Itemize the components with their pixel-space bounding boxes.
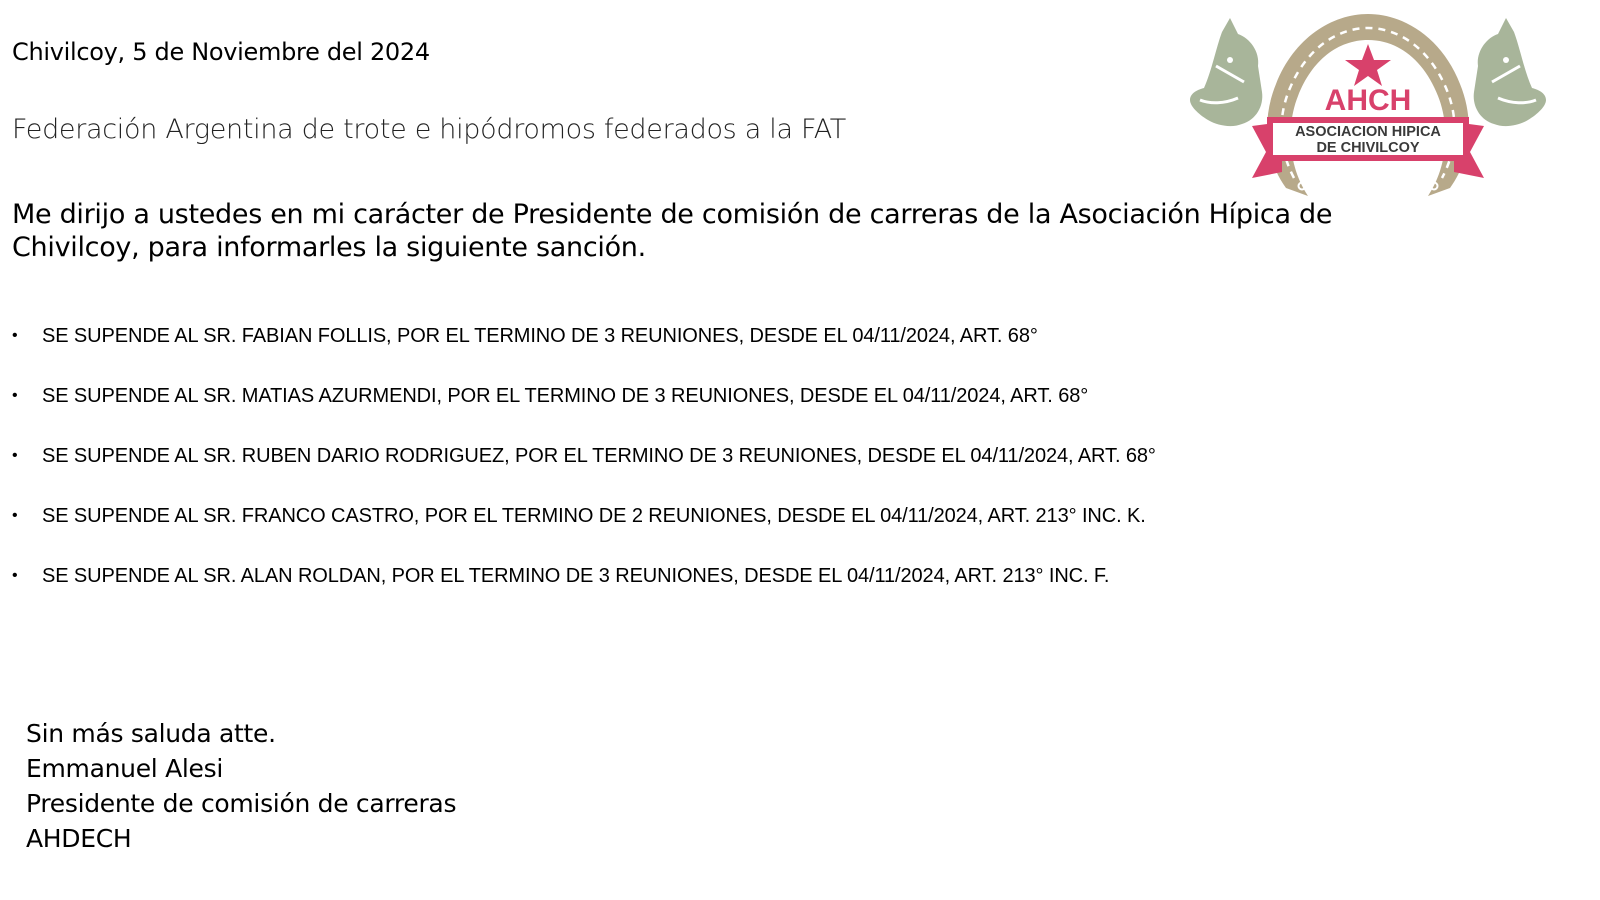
sanction-text: SE SUPENDE AL SR. RUBEN DARIO RODRIGUEZ, POR EL TERMINO DE 3 REUNIONES, DESDE EL 04/11/2024, ART. 68° xyxy=(42,445,1156,467)
sanction-text: SE SUPENDE AL SR. FRANCO CASTRO, POR EL TERMINO DE 2 REUNIONES, DESDE EL 04/11/2024, ART. 213° INC. K. xyxy=(42,505,1146,527)
signature-block xyxy=(26,716,456,856)
bullet-icon: • xyxy=(12,387,18,404)
left-horse-icon xyxy=(1190,18,1262,126)
ahch-logo xyxy=(1186,8,1550,214)
star-icon xyxy=(1345,44,1391,86)
signature-title: Presidente de comisión de carreras xyxy=(26,789,457,818)
right-horse-icon xyxy=(1474,18,1546,126)
sanction-text: SE SUPENDE AL SR. FABIAN FOLLIS, POR EL TERMINO DE 3 REUNIONES, DESDE EL 04/11/2024, ART. 68° xyxy=(42,325,1038,347)
logo-ribbon-line2: DE CHIVILCOY xyxy=(1316,140,1420,156)
letter-intro: Me dirijo a ustedes en mi carácter de Presidente de comisión de carreras de la Asociación Hípica de Chivilcoy, para informarles la siguiente sanción. xyxy=(12,199,1333,263)
bullet-icon: • xyxy=(12,447,18,464)
signature-name: Emmanuel Alesi xyxy=(26,754,223,783)
sanction-text: SE SUPENDE AL SR. MATIAS AZURMENDI, POR EL TERMINO DE 3 REUNIONES, DESDE EL 04/11/2024, ART. 68° xyxy=(42,385,1089,407)
signature-closing: Sin más saluda atte. xyxy=(26,719,276,748)
letter-date: Chivilcoy, 5 de Noviembre del 2024 xyxy=(12,38,430,66)
letter-recipient: Federación Argentina de trote e hipódromos federados a la FAT xyxy=(12,114,846,145)
logo-acronym: AHCH xyxy=(1324,84,1412,117)
bullet-icon: • xyxy=(12,507,18,524)
logo-ribbon-line1: ASOCIACION HIPICA xyxy=(1295,124,1441,140)
sanction-text: SE SUPENDE AL SR. ALAN ROLDAN, POR EL TERMINO DE 3 REUNIONES, DESDE EL 04/11/2024, ART. 213° INC. F. xyxy=(42,565,1110,587)
bullet-icon: • xyxy=(12,327,18,344)
bullet-icon: • xyxy=(12,567,18,584)
signature-org: AHDECH xyxy=(26,824,132,853)
